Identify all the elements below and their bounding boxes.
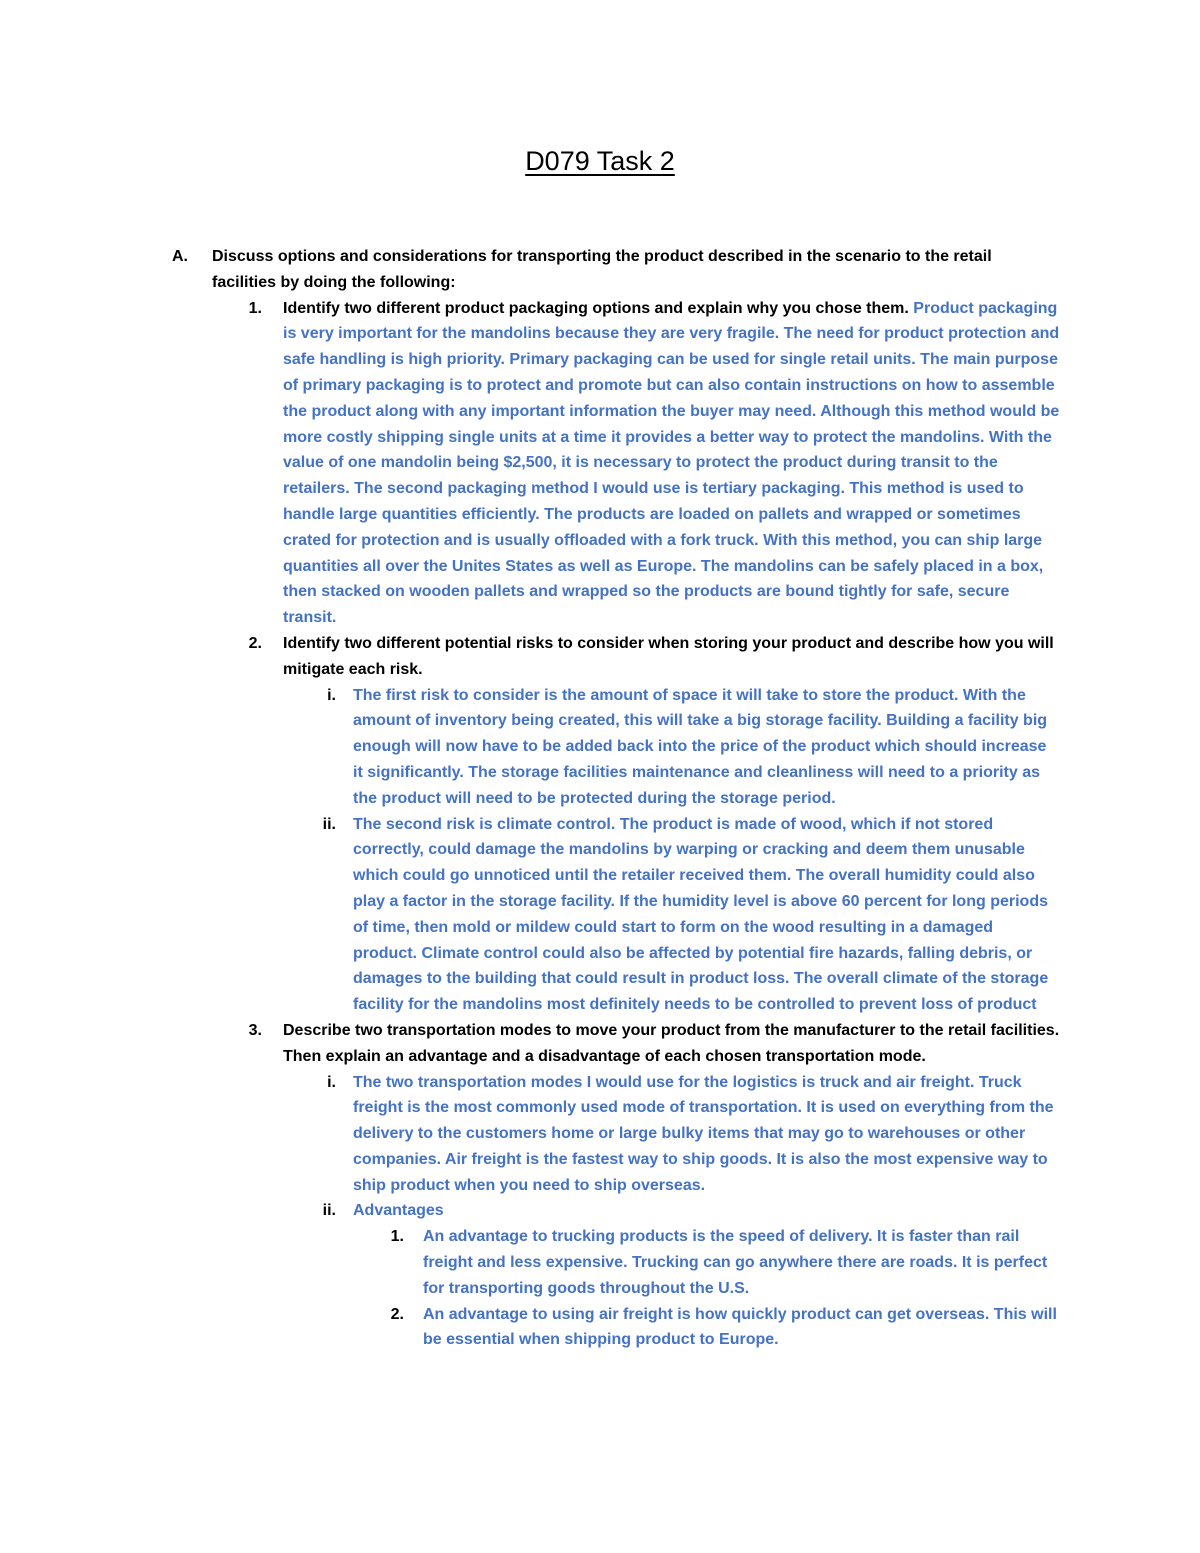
- question-3-answer-ii: [0, 1198, 1200, 1224]
- answer-text: The two transportation modes I would use for the logistics is truck and air freight. Truck freight is the most commonly used mode of transportation. It is used on everything from the delivery to the customers home or large bulky items that may go to warehouses or other companies. Air freight is the fastest way to ship goods. It is also the most expensive way to ship product when you need to ship overseas.: [353, 1073, 1054, 1194]
- answer-text: An advantage to trucking products is the speed of delivery. It is faster than rail freight and less expensive. Trucking can go anywhere there are roads. It is perfect for transporting goods throughout the U.S.: [423, 1228, 1048, 1297]
- list-marker: 2.: [390, 1305, 404, 1323]
- question-2-answer-i: [0, 683, 1200, 812]
- question-2-answer-ii: [0, 812, 1200, 1018]
- advantage-1: [0, 1224, 1200, 1301]
- question-1: [0, 296, 1200, 631]
- question-1-answer: Product packaging is very important for the mandolins because they are very fragile. The need for product protection and safe handling is high priority. Primary packaging can be used for single retail units. The main purpose of primary packaging is to protect and promote but can also contain instructions on how to assemble the product along with any important information the buyer may need. Although this method would be more costly shipping single units at a time it provides a better way to protect the mandolins. With the value of one mandolin being $2,500, it is necessary to protect the product during transit to the retailers. The second packaging method I would use is tertiary packaging. This method is used to handle large quantities efficiently. The products are loaded on pallets and wrapped or sometimes crated for protection and is usually offloaded with a fork truck. With this method, you can ship large quantities all over the Unites States as well as Europe. The mandolins can be safely placed in a box, then stacked on wooden pallets and wrapped so the products are bound tightly for safe, secure transit.: [283, 299, 1060, 627]
- question-3: [0, 1018, 1200, 1070]
- list-marker: 2.: [248, 634, 262, 652]
- section-a-text: Discuss options and considerations for transporting the product described in the scenario to the retail facilities by doing the following:: [212, 248, 992, 291]
- list-marker: i.: [327, 686, 336, 704]
- list-marker: 1.: [390, 1228, 404, 1246]
- advantages-heading: Advantages: [353, 1202, 444, 1220]
- advantage-2: [0, 1302, 1200, 1354]
- question-3-answer-i: [0, 1070, 1200, 1199]
- question-1-prompt: Identify two different product packaging options and explain why you chose them.: [283, 299, 909, 317]
- list-marker: ii.: [322, 1202, 336, 1220]
- answer-text: An advantage to using air freight is how quickly product can get overseas. This will be essential when shipping product to Europe.: [423, 1305, 1057, 1349]
- document-body: [0, 244, 1200, 1353]
- answer-text: The first risk to consider is the amount of space it will take to store the product. With the amount of inventory being created, this will take a big storage facility. Building a facility big enough will now have to be added back into the price of the product which should increase it significantly. The storage facilities maintenance and cleanliness will need to a priority as the product will need to be protected during the storage period.: [353, 686, 1048, 807]
- list-marker: 1.: [248, 299, 262, 317]
- question-3-prompt: Describe two transportation modes to move your product from the manufacturer to the retail facilities. Then explain an advantage and a disadvantage of each chosen transportation mode.: [283, 1021, 1060, 1065]
- list-marker: ii.: [322, 815, 336, 833]
- question-2: [0, 631, 1200, 683]
- question-1-block: [283, 296, 1063, 631]
- list-marker: A.: [172, 248, 188, 265]
- list-marker: i.: [327, 1073, 336, 1091]
- document-title: D079 Task 2: [525, 146, 675, 176]
- question-2-prompt: Identify two different potential risks to consider when storing your product and describe how you will mitigate each risk.: [283, 634, 1054, 678]
- answer-text: The second risk is climate control. The product is made of wood, which if not stored correctly, could damage the mandolins by warping or cracking and deem them unusable which could go unnoticed until the retailer received them. The overall humidity could also play a factor in the storage facility. If the humidity level is above 60 percent for long periods of time, then mold or mildew could start to form on the wood resulting in a damaged product. Climate control could also be affected by potential fire hazards, falling debris, or damages to the building that could result in product loss. The overall climate of the storage facility for the mandolins most definitely needs to be controlled to prevent loss of product: [353, 815, 1049, 1014]
- list-marker: 3.: [248, 1021, 262, 1039]
- section-a: [0, 244, 1200, 296]
